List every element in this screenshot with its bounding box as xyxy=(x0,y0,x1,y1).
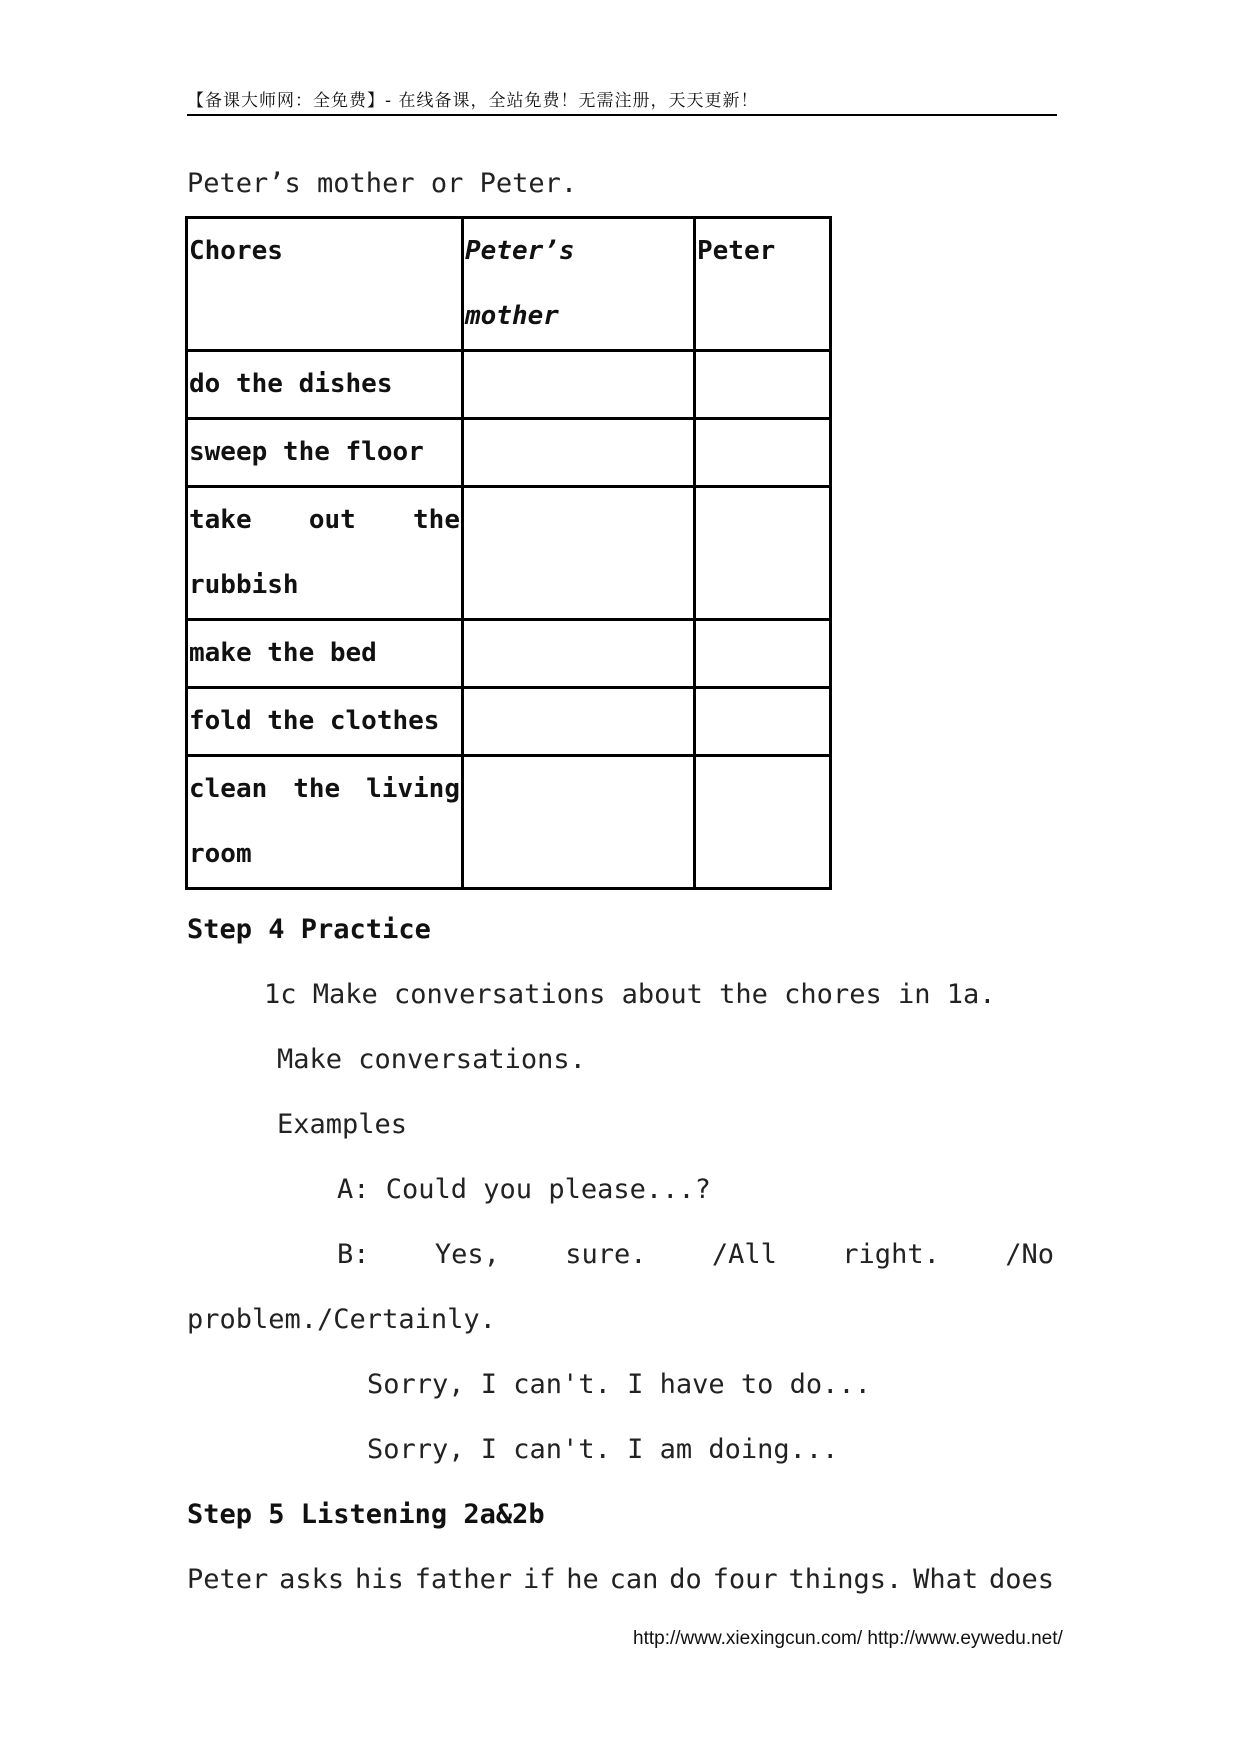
peter-cell xyxy=(695,351,831,419)
step5-word: can xyxy=(609,1564,659,1595)
table-row xyxy=(187,688,831,756)
mother-cell xyxy=(463,351,695,419)
chore-word: the xyxy=(413,505,460,535)
peter-cell xyxy=(695,688,831,756)
step4-line-examples: Examples xyxy=(277,1109,408,1140)
step4-heading: Step 4 Practice xyxy=(187,914,431,945)
mother-cell xyxy=(463,419,695,487)
example-sorry-1: Sorry, I can't. I have to do... xyxy=(367,1369,871,1400)
chore-word: clean xyxy=(189,774,268,804)
chore-line2: rubbish xyxy=(189,570,299,600)
table-row xyxy=(187,620,831,688)
footer-links: http://www.xiexingcun.com/ http://www.eywedu.net/ xyxy=(633,1628,1063,1649)
table-header-row xyxy=(187,218,831,351)
step5-word: do xyxy=(669,1564,702,1595)
table-row xyxy=(187,351,831,419)
example-b-word: right. xyxy=(842,1239,940,1270)
mother-cell xyxy=(463,688,695,756)
mother-cell xyxy=(463,756,695,889)
chore-cell xyxy=(187,487,463,620)
chore-line2: room xyxy=(189,839,252,869)
chore-word: the xyxy=(293,774,341,804)
example-a: A: Could you please...? xyxy=(337,1174,711,1205)
step5-word: Peter xyxy=(187,1564,269,1595)
example-sorry-2: Sorry, I can't. I am doing... xyxy=(367,1434,839,1465)
chore-cell: do the dishes xyxy=(187,351,463,419)
peter-cell xyxy=(695,487,831,620)
chore-cell xyxy=(187,756,463,889)
table-row xyxy=(187,756,831,889)
peter-cell xyxy=(695,419,831,487)
step5-heading: Step 5 Listening 2a&2b xyxy=(187,1499,545,1530)
mother-cell xyxy=(463,620,695,688)
header-peter: Peter xyxy=(695,218,831,351)
example-b-word: /No xyxy=(1005,1239,1054,1270)
step5-line xyxy=(187,1560,1054,1600)
chore-line1 xyxy=(189,757,460,822)
example-b-word: B: xyxy=(337,1239,370,1270)
example-b-word: Yes, xyxy=(434,1239,500,1270)
example-b-cont: problem./Certainly. xyxy=(187,1304,496,1335)
step5-word: four xyxy=(712,1564,778,1595)
header-peters-mother-line2: mother xyxy=(465,301,559,331)
step5-word: his xyxy=(354,1564,404,1595)
chore-cell: fold the clothes xyxy=(187,688,463,756)
example-b-word: /All xyxy=(711,1239,777,1270)
chore-word: living xyxy=(366,774,460,804)
example-b-word: sure. xyxy=(565,1239,647,1270)
step4-line-make: Make conversations. xyxy=(277,1044,586,1075)
step5-word: he xyxy=(566,1564,599,1595)
step5-word: father xyxy=(414,1564,513,1595)
chore-word: take xyxy=(189,505,252,535)
header-peters-mother xyxy=(463,218,695,351)
peter-cell xyxy=(695,620,831,688)
step5-word: asks xyxy=(279,1564,345,1595)
table-row xyxy=(187,419,831,487)
step4-line-1c: 1c Make conversations about the chores in 1a. xyxy=(264,979,996,1010)
header-chores: Chores xyxy=(187,218,463,351)
step5-word: if xyxy=(522,1564,556,1595)
chore-cell: sweep the floor xyxy=(187,419,463,487)
step5-word: does xyxy=(988,1564,1054,1595)
step5-word: What xyxy=(913,1564,979,1595)
intro-line: Peter’s mother or Peter. xyxy=(187,168,578,199)
peter-cell xyxy=(695,756,831,889)
page-header: 【备课大师网：全免费】- 在线备课，全站免费！无需注册，天天更新！ xyxy=(187,88,1057,116)
table-row xyxy=(187,487,831,620)
chore-word: out xyxy=(308,505,356,535)
chore-cell: make the bed xyxy=(187,620,463,688)
example-b xyxy=(337,1235,1054,1275)
step5-word: things. xyxy=(788,1564,903,1595)
chores-table xyxy=(185,216,832,890)
mother-cell xyxy=(463,487,695,620)
chore-line1 xyxy=(189,488,460,553)
header-peters-mother-line1: Peter’s xyxy=(465,236,575,266)
